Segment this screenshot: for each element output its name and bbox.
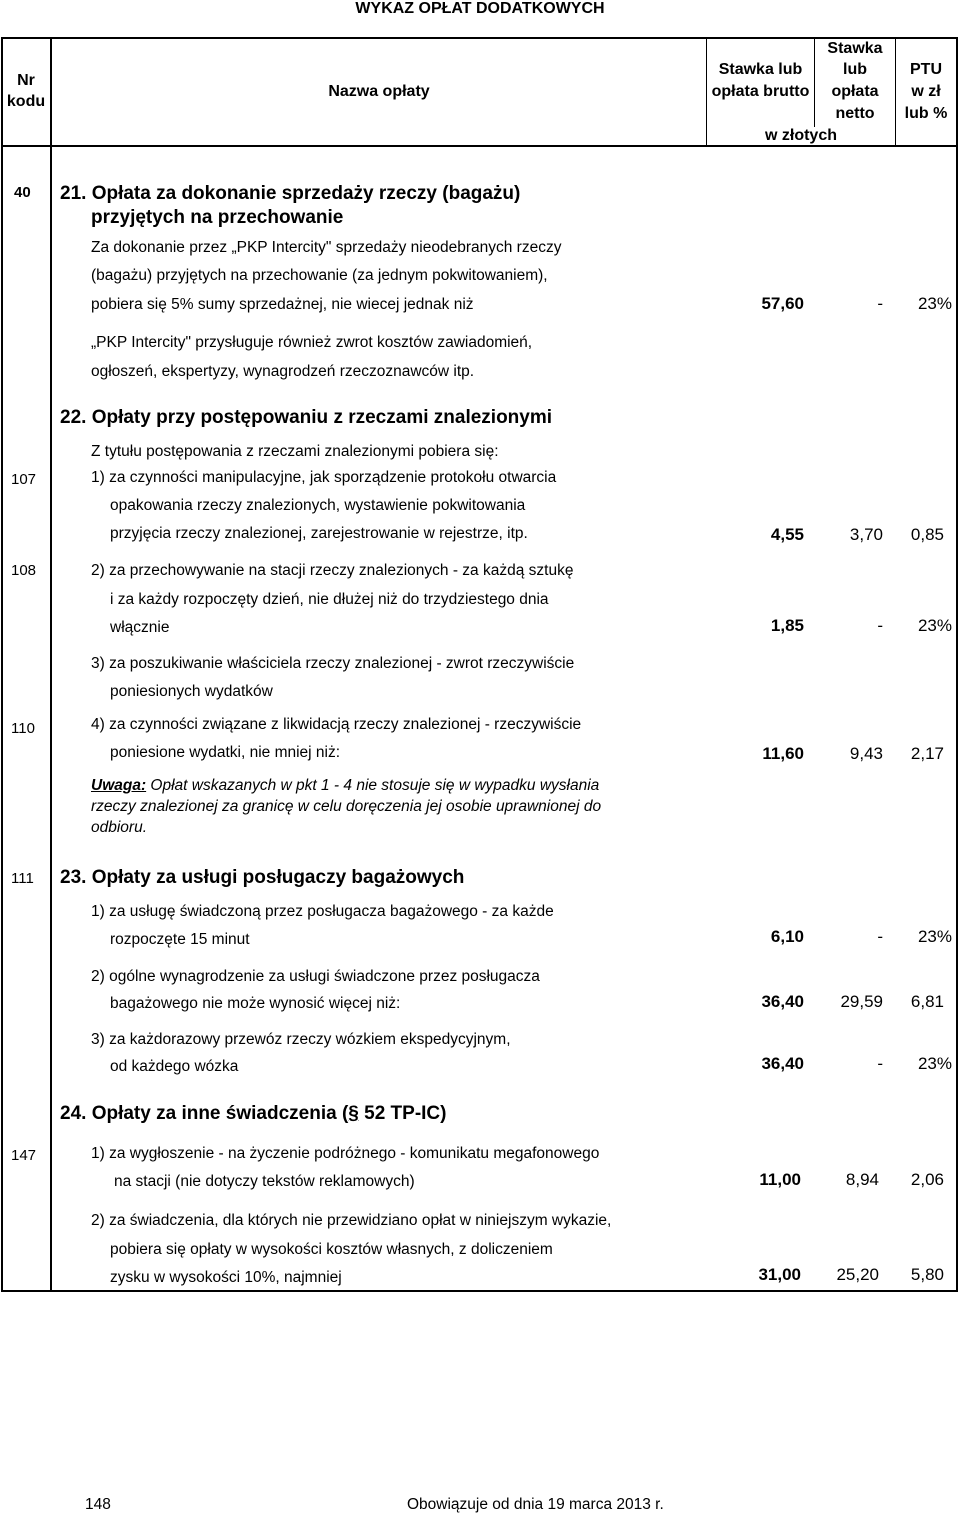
page-title: WYKAZ OPŁAT DODATKOWYCH [355, 0, 605, 17]
item-line: opakowania rzeczy znalezionych, wystawienie pokwitowania [110, 497, 526, 514]
header-name: Nazwa opłaty [328, 83, 430, 100]
price-ptu: 2,06 [910, 1170, 944, 1189]
price-brutto: 31,00 [758, 1265, 801, 1284]
header-bottom-rule [1, 145, 958, 147]
item-line: poniesione wydatki, nie mniej niż: [110, 744, 341, 761]
paragraph-symbol: § [348, 1103, 359, 1124]
header-ptu-line1: PTU [910, 61, 942, 78]
price-brutto: 4,55 [770, 525, 804, 544]
description-line: ogłoszeń, ekspertyzy, wynagrodzeń rzeczoznawców itp. [91, 363, 475, 380]
section-title-ref: 52 TP-IC) [358, 1103, 447, 1124]
header-netto-line1: Stawka [827, 40, 883, 57]
price-brutto: 36,40 [761, 992, 804, 1011]
item-line: przyjęcia rzeczy znalezionej, zarejestrowanie w rejestrze, itp. [110, 525, 528, 542]
price-ptu: 5,80 [910, 1265, 944, 1284]
description-line: (bagażu) przyjętych na przechowanie (za jednym pokwitowaniem), [91, 267, 548, 284]
row-code: 147 [11, 1147, 37, 1164]
section-title: 22. Opłaty przy postępowaniu z rzeczami znalezionymi [60, 407, 553, 428]
item-line: zysku w wysokości 10%, najmniej [110, 1269, 342, 1286]
description-line: pobiera się 5% sumy sprzedażnej, nie wiecej jednak niż [91, 296, 474, 313]
item-line: od każdego wózka [110, 1058, 239, 1075]
header-currency: w złotych [764, 127, 837, 144]
item-line: bagażowego nie może wynosić więcej niż: [110, 995, 401, 1012]
item-line: i za każdy rozpoczęty dzień, nie dłużej niż do trzydziestego dnia [110, 591, 549, 608]
table-border-bottom [1, 1290, 958, 1292]
row-code: 111 [11, 870, 34, 887]
item-line: pobiera się opłaty w wysokości kosztów własnych, z doliczeniem [110, 1241, 553, 1258]
row-code: 110 [11, 720, 35, 737]
price-ptu: 23% [917, 616, 952, 635]
section-title-text: 24. Opłaty za inne świadczenia ( [60, 1103, 349, 1124]
header-nr-line2: kodu [6, 93, 46, 110]
price-ptu: 6,81 [910, 992, 944, 1011]
price-netto: - [877, 1054, 883, 1073]
note-line: rzeczy znalezionej za granicę w celu doręczenia jej osobie uprawnionej do [91, 798, 602, 815]
item-line: rozpoczęte 15 minut [110, 931, 250, 948]
item-line: 4) za czynności związane z likwidacją rzeczy znalezionej - rzeczywiście [91, 716, 582, 733]
header-brutto-line2: opłata brutto [711, 83, 810, 100]
row-code: 40 [14, 184, 31, 201]
description-line: Za dokonanie przez „PKP Intercity" sprzedaży nieodebranych rzeczy [91, 239, 562, 256]
description-line: „PKP Intercity" przysługuje również zwrot kosztów zawiadomień, [91, 334, 533, 351]
validity-note: Obowiązuje od dnia 19 marca 2013 r. [407, 1496, 664, 1513]
item-line: na stacji (nie dotyczy tekstów reklamowych) [114, 1173, 415, 1190]
note-line: odbioru. [91, 819, 148, 836]
item-line: 1) za usługę świadczoną przez posługacza bagażowego - za każde [91, 903, 554, 920]
price-netto: 9,43 [849, 744, 883, 763]
price-brutto: 11,60 [762, 744, 804, 763]
row-code: 108 [11, 562, 37, 579]
price-netto: - [877, 927, 883, 946]
price-ptu: 23% [917, 1054, 952, 1073]
description-line: Z tytułu postępowania z rzeczami znalezionymi pobiera się: [91, 443, 499, 460]
price-netto: 3,70 [849, 525, 883, 544]
section-title-cont: przyjętych na przechowanie [91, 207, 344, 228]
note-text: Opłat wskazanych w pkt 1 - 4 nie stosuje się w wypadku wysłania [146, 777, 600, 794]
price-netto: 8,94 [845, 1170, 879, 1189]
item-line: 1) za wygłoszenie - na życzenie podróżnego - komunikatu megafonowego [91, 1145, 600, 1162]
item-line: 2) za świadczenia, dla których nie przewidziano opłat w niniejszym wykazie, [91, 1212, 612, 1229]
price-brutto: 57,60 [761, 294, 804, 313]
price-netto: - [877, 616, 883, 635]
price-brutto: 11,00 [759, 1170, 801, 1189]
section-title: 23. Opłaty za usługi posługaczy bagażowych [60, 867, 465, 888]
header-brutto-line1: Stawka lub [718, 61, 803, 78]
table-border-right [956, 37, 958, 1292]
price-ptu: 23% [917, 927, 952, 946]
item-line: 2) za przechowywanie na stacji rzeczy znalezionych - za każdą sztukę [91, 562, 574, 579]
column-divider-code [50, 37, 52, 1292]
page-number: 148 [85, 1496, 111, 1513]
note-label: Uwaga: [91, 777, 147, 794]
price-ptu: 0,85 [910, 525, 944, 544]
price-netto: 25,20 [836, 1265, 879, 1284]
price-brutto: 36,40 [761, 1054, 804, 1073]
header-ptu-line3: lub % [904, 105, 948, 122]
row-code: 107 [11, 471, 37, 488]
section-title: 21. Opłata za dokonanie sprzedaży rzeczy (bagażu) [60, 183, 521, 204]
header-nr-line1: Nr [17, 72, 35, 89]
price-brutto: 1,85 [770, 616, 804, 635]
header-ptu-line2: w zł [911, 83, 941, 100]
section-title [60, 1104, 446, 1123]
item-line: włącznie [110, 619, 170, 636]
item-line: 1) za czynności manipulacyjne, jak sporządzenie protokołu otwarcia [91, 469, 557, 486]
table-border-left [1, 37, 3, 1292]
item-line: poniesionych wydatków [110, 683, 273, 700]
price-netto: 29,59 [840, 992, 883, 1011]
item-line: 3) za poszukiwanie właściciela rzeczy znalezionej - zwrot rzeczywiście [91, 655, 575, 672]
price-ptu: 2,17 [910, 744, 944, 763]
header-netto-line3: opłata [831, 83, 879, 100]
note-line [91, 778, 599, 794]
header-netto-line4: netto [835, 105, 875, 122]
price-netto: - [877, 294, 883, 313]
header-netto-line2: lub [843, 61, 867, 78]
item-line: 2) ogólne wynagrodzenie za usługi świadczone przez posługacza [91, 968, 540, 985]
price-brutto: 6,10 [770, 927, 804, 946]
price-ptu: 23% [917, 294, 952, 313]
item-line: 3) za każdorazowy przewóz rzeczy wózkiem ekspedycyjnym, [91, 1031, 511, 1048]
